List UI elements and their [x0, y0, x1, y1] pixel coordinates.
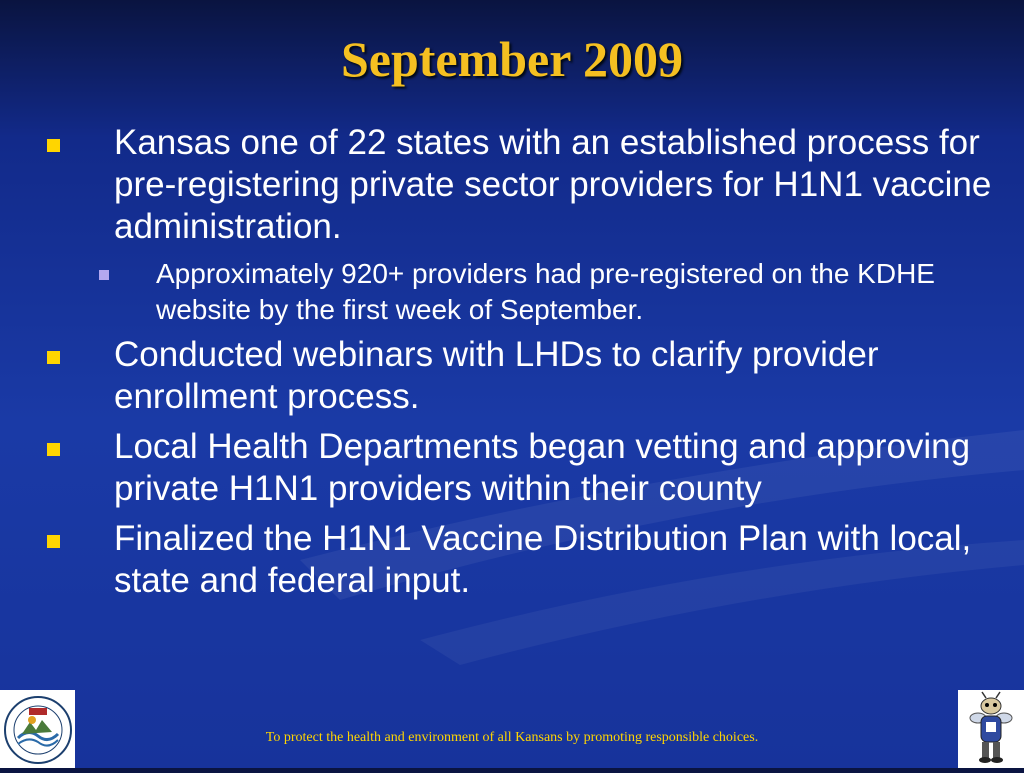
mascot-icon — [958, 690, 1024, 768]
sub-bullet-item — [0, 256, 1024, 328]
bullet-square-icon — [47, 443, 60, 456]
bullet-text: Conducted webinars with LHDs to clarify provider enrollment process. — [114, 335, 879, 416]
bullet-item — [0, 122, 1024, 248]
kdhe-seal-icon — [0, 690, 75, 768]
bullet-square-icon — [47, 535, 60, 548]
bullet-text: Kansas one of 22 states with an established process for pre-registering private sector providers for H1N1 vaccine administration. — [114, 123, 992, 246]
bullet-item — [0, 518, 1024, 602]
footer-tagline: To protect the health and environment of all Kansans by promoting responsible choices. — [265, 730, 759, 745]
bullet-square-icon — [47, 139, 60, 152]
mascot-logo — [958, 690, 1024, 768]
kdhe-logo — [0, 690, 75, 768]
slide-title: September 2009 — [340, 31, 684, 87]
sub-bullet-square-icon — [99, 270, 109, 280]
bullet-text: Local Health Departments began vetting and approving private H1N1 providers within their county — [114, 427, 971, 508]
slide-body — [0, 122, 1024, 602]
sub-bullet-text: Approximately 920+ providers had pre-registered on the KDHE website by the first week of September. — [156, 258, 935, 325]
bullet-item — [0, 334, 1024, 418]
bullet-item — [0, 426, 1024, 510]
bullet-text: Finalized the H1N1 Vaccine Distribution Plan with local, state and federal input. — [114, 519, 972, 600]
bullet-square-icon — [47, 351, 60, 364]
